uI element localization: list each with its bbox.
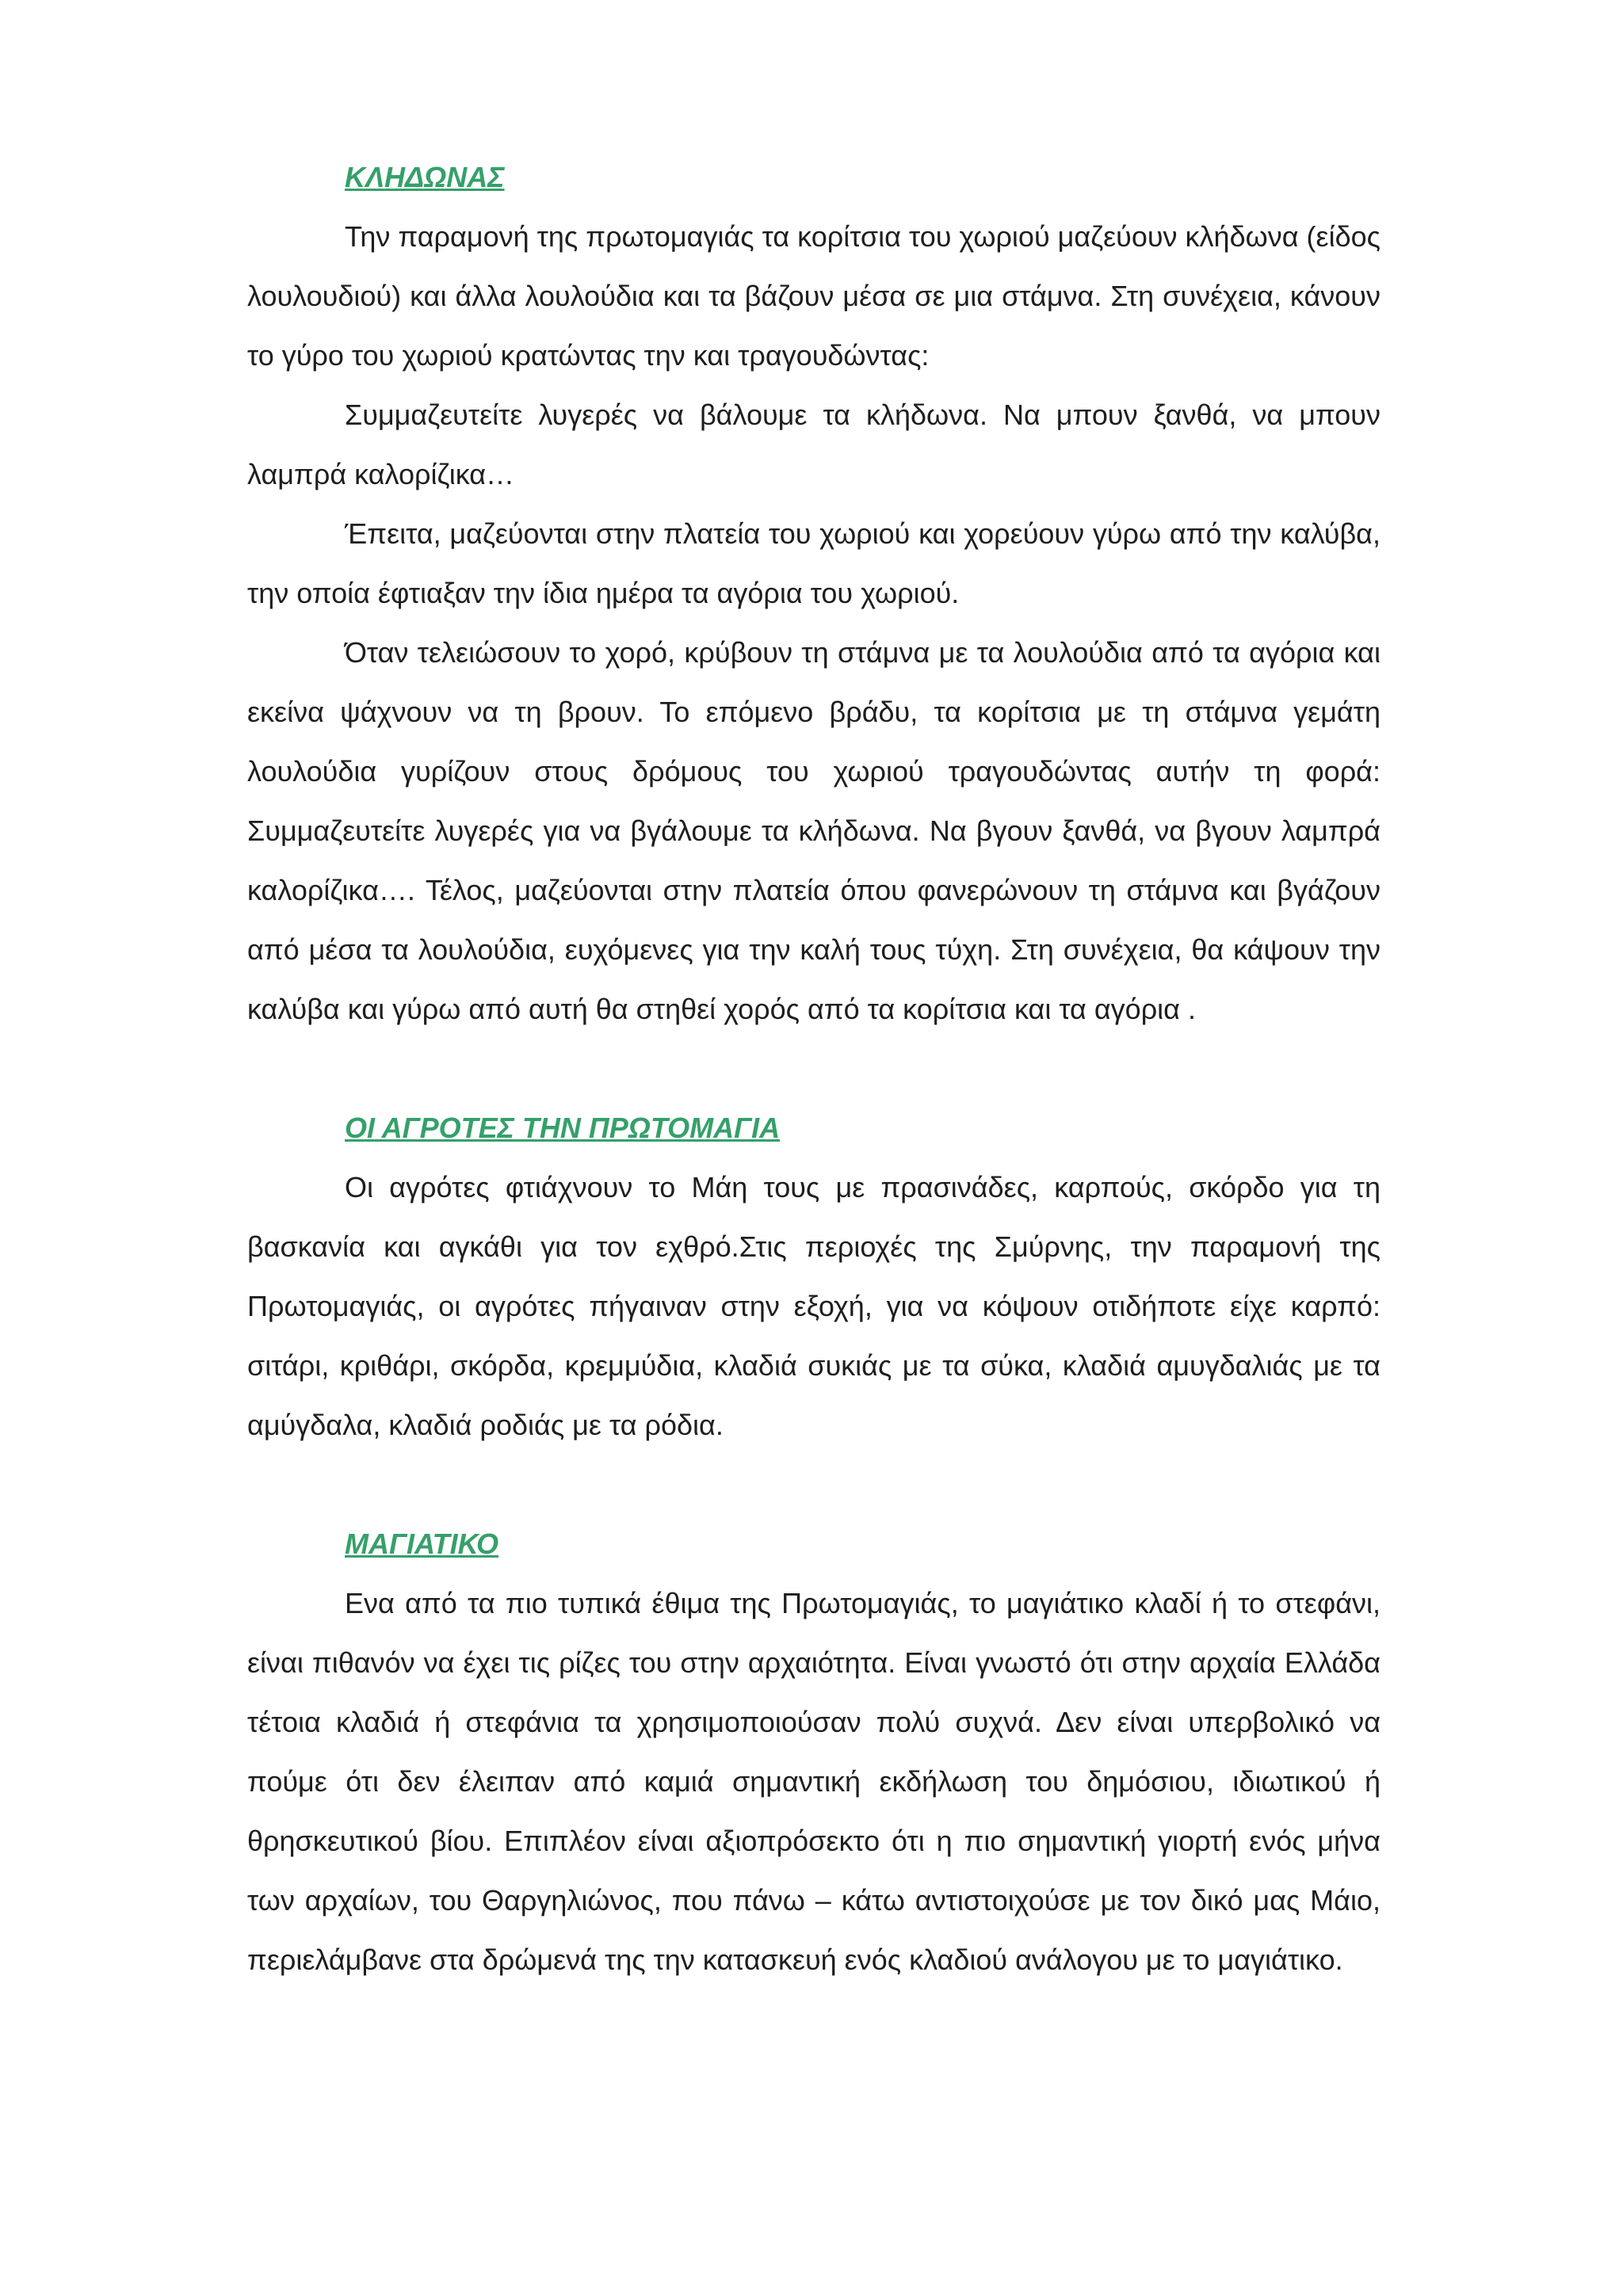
section-klidonas [247,147,1381,1039]
paragraph: Ενα από τα πιο τυπικά έθιμα της Πρωτομαγιάς, το μαγιάτικο κλαδί ή το στεφάνι, είναι πιθανόν να έχει τις ρίζες του στην αρχαιότητα. Είναι γνωστό ότι στην αρχαία Ελλάδα τέτοια κλαδιά ή στεφάνια τα χρησιμοποιούσαν πολύ συχνά. Δεν είναι υπερβολικό να πούμε ότι δεν έλειπαν από καμιά σημαντική εκδήλωση του δημόσιου, ιδιωτικού ή θρησκευτικού βίου. Επιπλέον είναι αξιοπρόσεκτο ότι η πιο σημαντική γιορτή ενός μήνα των αρχαίων, του Θαργηλιώνος, που πάνω – κάτω αντιστοιχούσε με τον δικό μας Μάιο, περιελάμβανε στα δρώμενά της την κατασκευή ενός κλαδιού ανάλογου με το μαγιάτικο. [247,1587,1381,1976]
paragraph: Την παραμονή της πρωτομαγιάς τα κορίτσια του χωριού μαζεύουν κλήδωνα (είδος λουλουδιού) και άλλα λουλούδια και τα βάζουν μέσα σε μια στάμνα. Στη συνέχεια, κάνουν το γύρο του χωριού κρατώντας την και τραγουδώντας: [247,220,1381,372]
paragraph: Όταν τελειώσουν το χορό, κρύβουν τη στάμνα με τα λουλούδια από τα αγόρια και εκείνα ψάχνουν να τη βρουν. Το επόμενο βράδυ, τα κορίτσια με τη στάμνα γεμάτη λουλούδια γυρίζουν στους δρόμους του χωριού τραγουδώντας αυτήν τη φορά: Συμμαζευτείτε λυγερές για να βγάλουμε τα κλήδωνα. Να βγουν ξανθά, να βγουν λαμπρά καλορίζικα…. Τέλος, μαζεύονται στην πλατεία όπου φανερώνουν τη στάμνα και βγάζουν από μέσα τα λουλούδια, ευχόμενες για την καλή τους τύχη. Στη συνέχεια, θα κάψουν την καλύβα και γύρω από αυτή θα στηθεί χορός από τα κορίτσια και τα αγόρια . [247,636,1381,1025]
paragraph: Συμμαζευτείτε λυγερές να βάλουμε τα κλήδωνα. Να μπουν ξανθά, να μπουν λαμπρά καλορίζικα… [247,399,1381,490]
section-heading: ΚΛΗΔΩΝΑΣ [345,161,505,193]
section-magiatiko [247,1514,1381,1989]
paragraph: Οι αγρότες φτιάχνουν το Μάη τους με πρασινάδες, καρπούς, σκόρδο για τη βασκανία και αγκάθι για τον εχθρό.Στις περιοχές της Σμύρνης, την παραμονή της Πρωτομαγιάς, οι αγρότες πήγαιναν στην εξοχή, για να κόψουν οτιδήποτε είχε καρπό: σιτάρι, κριθάρι, σκόρδα, κρεμμύδια, κλαδιά συκιάς με τα σύκα, κλαδιά αμυγδαλιάς με τα αμύγδαλα, κλαδιά ροδιάς με τα ρόδια. [247,1171,1381,1441]
section-heading: ΜΑΓΙΑΤΙΚΟ [345,1527,499,1560]
section-agrotes [247,1098,1381,1455]
document-page [247,147,1381,1989]
paragraph: Έπειτα, μαζεύονται στην πλατεία του χωριού και χορεύουν γύρω από την καλύβα, την οποία έφτιαξαν την ίδια ημέρα τα αγόρια του χωριού. [247,517,1381,609]
section-heading: ΟΙ ΑΓΡΟΤΕΣ ΤΗΝ ΠΡΩΤΟΜΑΓΙΑ [345,1112,781,1144]
